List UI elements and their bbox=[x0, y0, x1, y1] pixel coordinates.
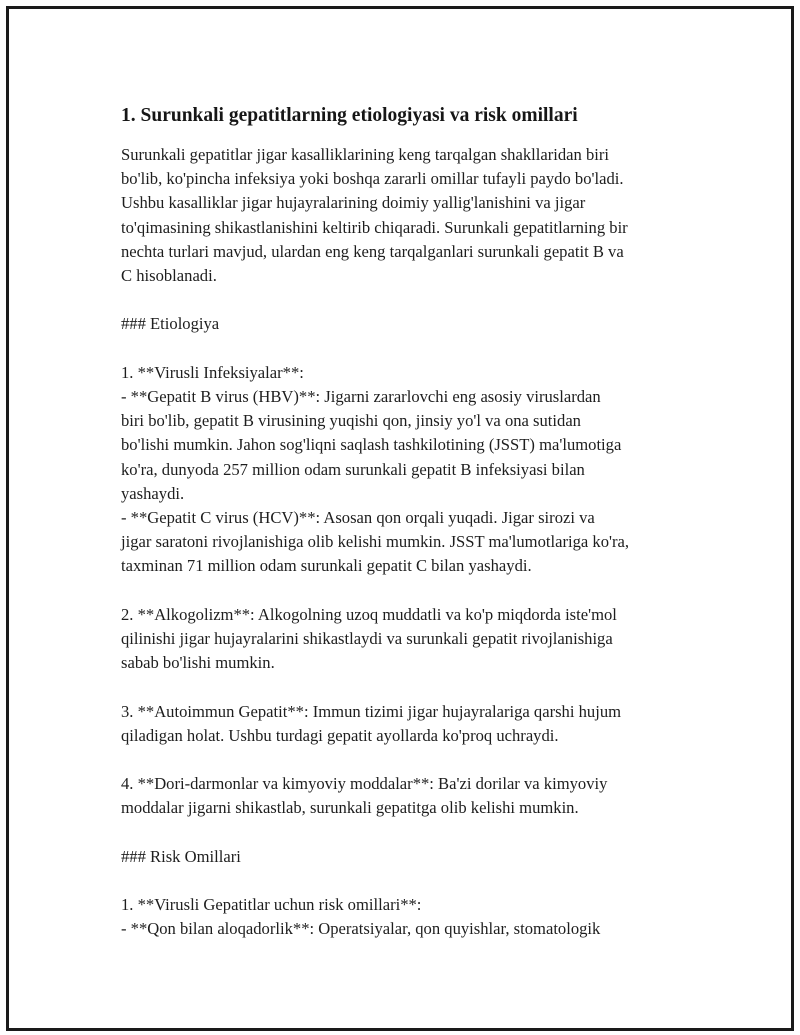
risk-heading: ### Risk Omillari bbox=[121, 846, 241, 866]
etiology-item-2: 2. **Alkogolizm**: Alkogolning uzoq muddatli va ko'p miqdorda iste'mol qilinishi jigar hujayralarini shikastlaydi va surunkali gepatit rivojlanishiga sabab bo'lishi mumkin. bbox=[121, 604, 617, 673]
etiology-heading: ### Etiologiya bbox=[121, 314, 220, 334]
risk-item-1-title: 1. **Virusli Gepatitlar uchun risk omillari**: bbox=[121, 895, 422, 915]
intro-paragraph: Surunkali gepatitlar jigar kasalliklarining keng tarqalgan shakllaridan biri bo'lib, ko'pincha infeksiya yoki boshqa zararli omillar tufayli paydo bo'ladi. Ushbu kasalliklar jigar hujayralarining doimiy yallig'lanishini va jigar to'qimasining shikastlanishini keltirib chiqaradi. Surunkali gepatitlarning bir nechta turlari mavjud, ulardan eng keng tarqalganlari surunkali gepatit B va C hisoblanadi. bbox=[121, 145, 628, 286]
etiology-item-1-title: 1. **Virusli Infeksiyalar**: bbox=[121, 362, 304, 382]
document-page bbox=[6, 6, 794, 1031]
document-body bbox=[121, 103, 701, 942]
section-heading: 1. Surunkali gepatitlarning etiologiyasi va risk omillari bbox=[121, 105, 578, 126]
etiology-item-4: 4. **Dori-darmonlar va kimyoviy moddalar**: Ba'zi dorilar va kimyoviy moddalar jigarni shikastlab, surunkali gepatitga olib kelishi mumkin. bbox=[121, 774, 608, 818]
etiology-item-3: 3. **Autoimmun Gepatit**: Immun tizimi jigar hujayralariga qarshi hujum qiladigan holat. Ushbu turdagi gepatit ayollarda ko'proq uchraydi. bbox=[121, 701, 622, 745]
etiology-item-1-hbv: - **Gepatit B virus (HBV)**: Jigarni zararlovchi eng asosiy viruslardan biri bo'lib, gepatit B virusining yuqishi qon, jinsiy yo'l va ona sutidan bo'lishi mumkin. Jahon sog'liqni saqlash tashkilotining (JSST) ma'lumotiga ko'ra, dunyoda 257 million odam surunkali gepatit B infeksiyasi bilan yashaydi. bbox=[121, 387, 622, 503]
risk-item-1-blood: - **Qon bilan aloqadorlik**: Operatsiyalar, qon quyishlar, stomatologik bbox=[121, 919, 601, 939]
etiology-item-1-hcv: - **Gepatit C virus (HCV)**: Asosan qon orqali yuqadi. Jigar sirozi va jigar saratoni rivojlanishiga olib kelishi mumkin. JSST ma'lumotlariga ko'ra, taxminan 71 million odam surunkali gepatit C bilan yashaydi. bbox=[121, 508, 630, 576]
